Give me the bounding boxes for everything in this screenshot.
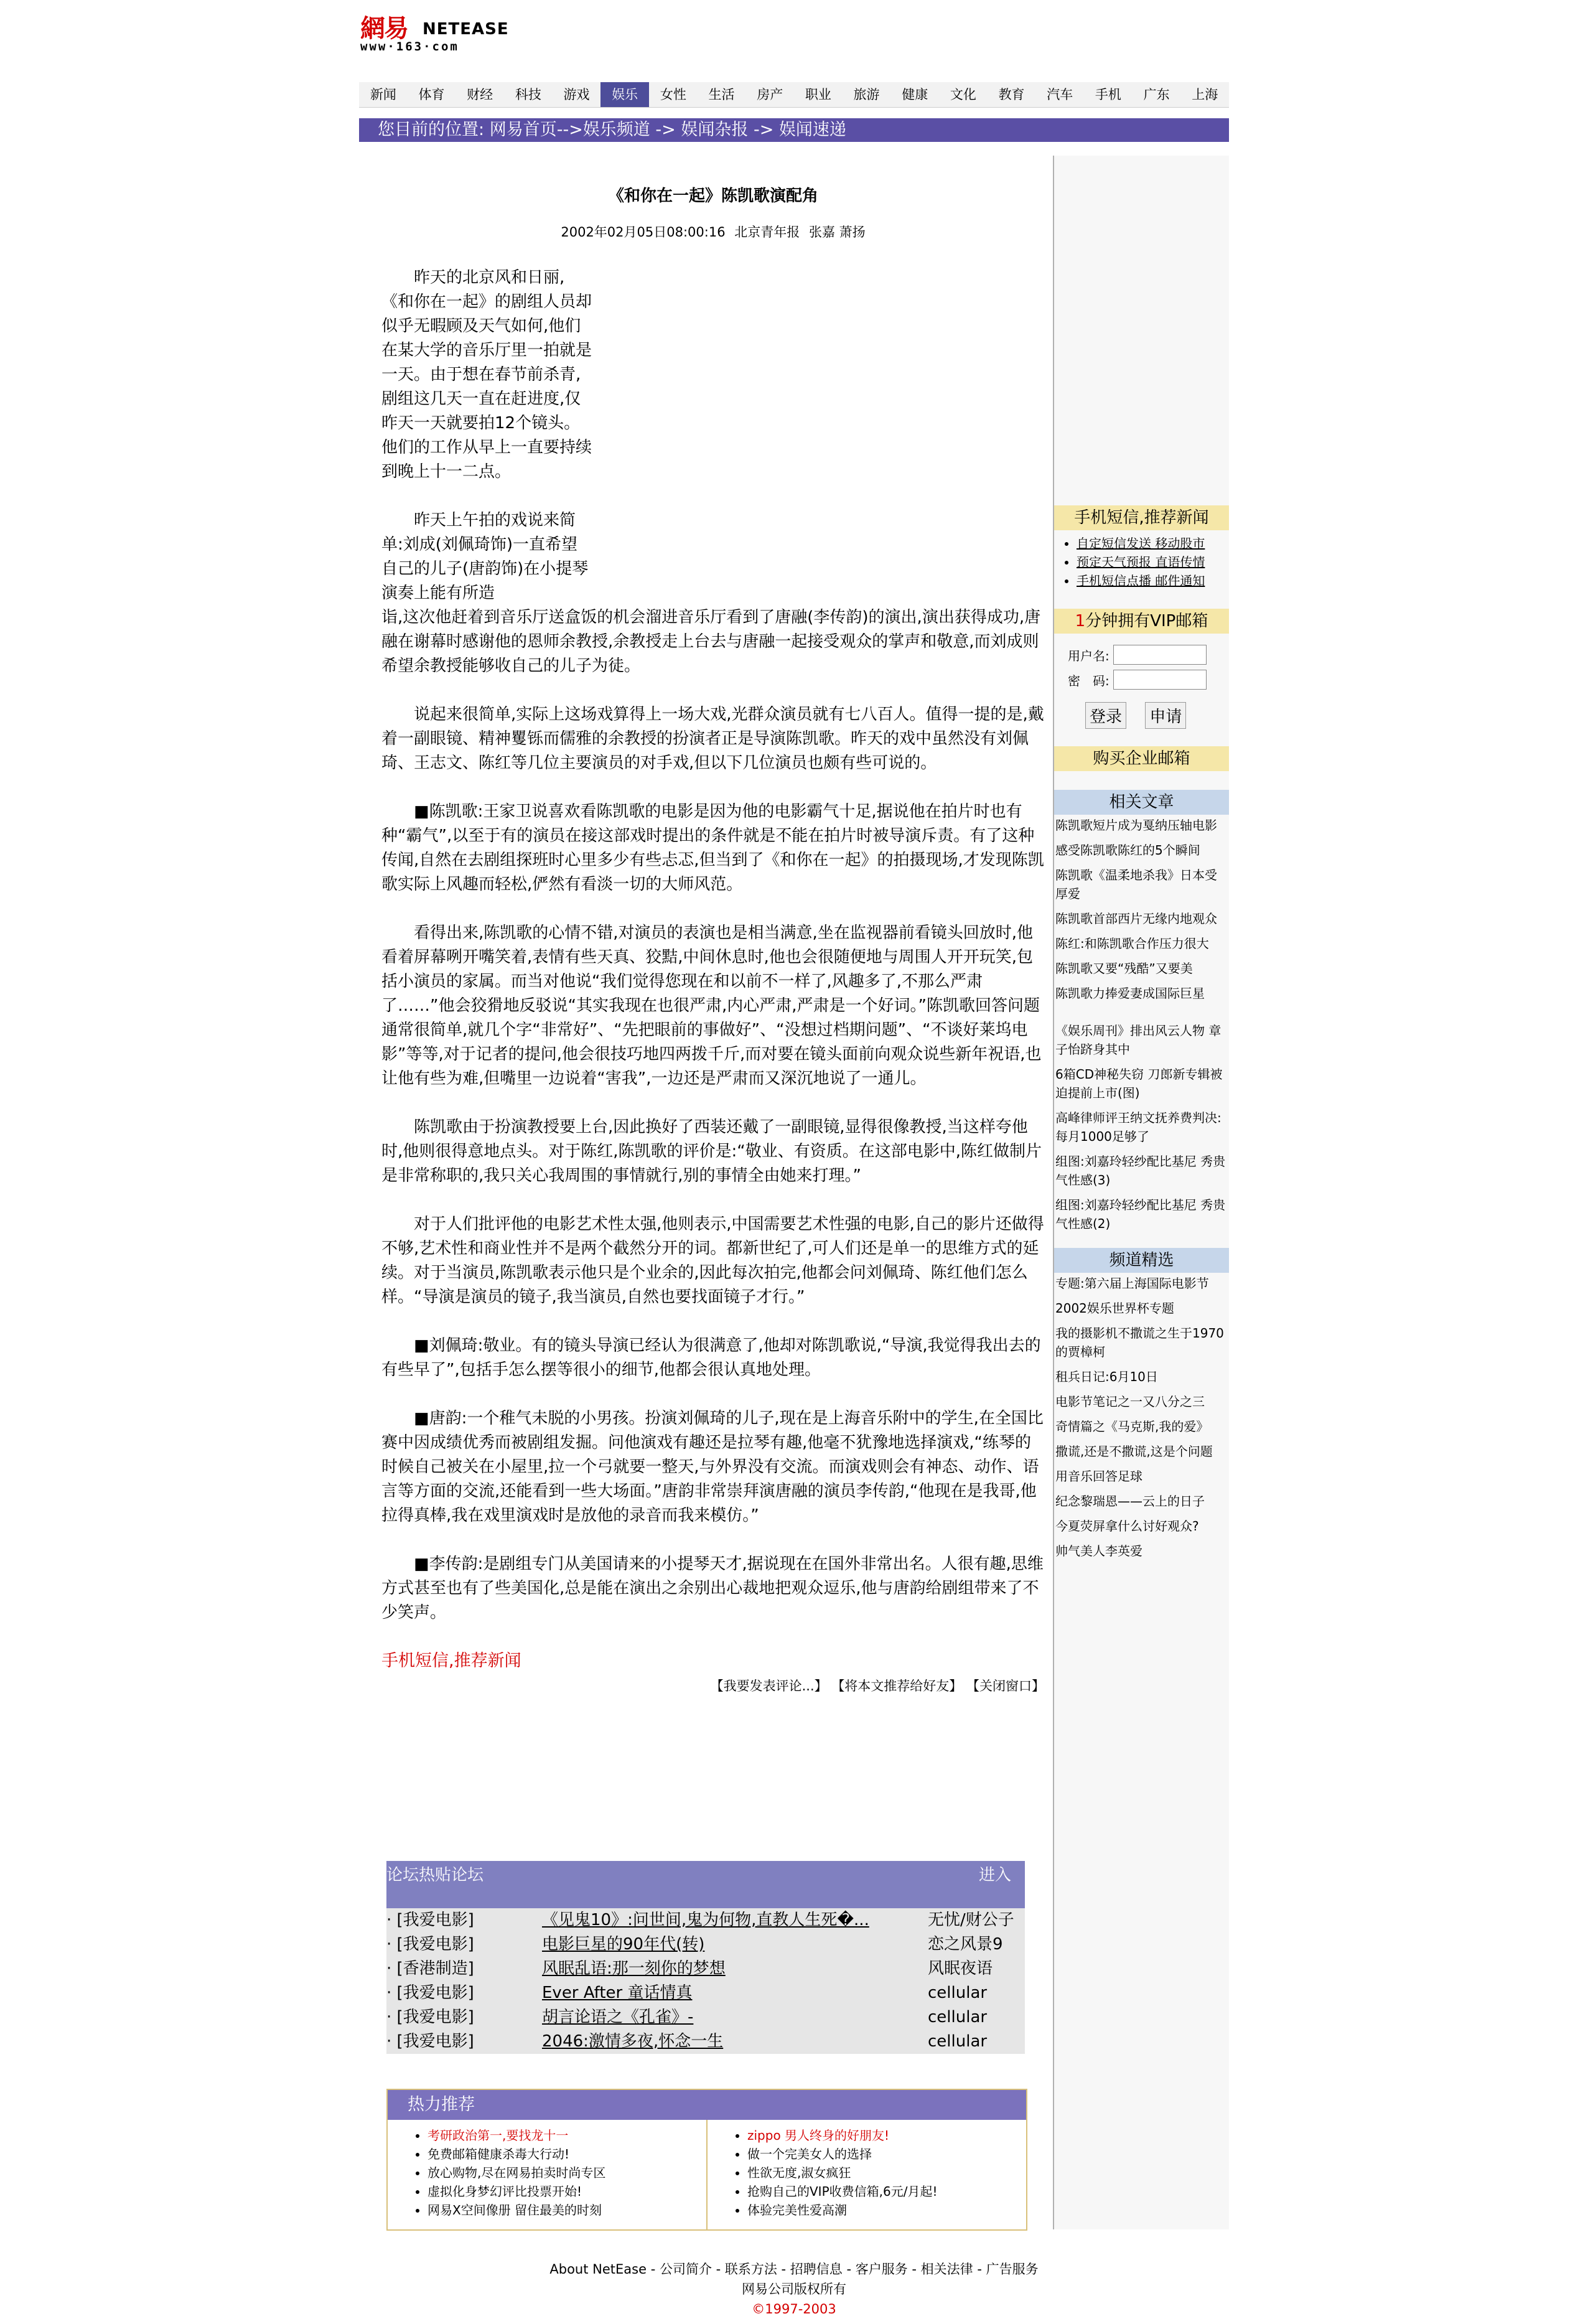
sms-list bbox=[1054, 534, 1229, 590]
sidebar-link-item bbox=[1055, 1392, 1229, 1411]
sidebar-link[interactable]: 6箱CD神秘失窃 刀郎新专辑被迫提前上市(图) bbox=[1055, 1067, 1223, 1100]
username-label: 用户名: bbox=[1068, 648, 1109, 663]
forum-row bbox=[386, 1933, 1025, 1957]
nav-item[interactable]: 新闻 bbox=[370, 87, 396, 102]
sidebar-link-item bbox=[1055, 1299, 1229, 1318]
article-date: 2002年02月05日08:00:16 bbox=[561, 225, 726, 240]
recommend-link[interactable]: 【将本文推荐给好友】 bbox=[831, 1679, 963, 1694]
paragraph: 说起来很简单,实际上这场戏算得上一场大戏,光群众演员就有七八百人。值得一提的是,戴着一副眼镜、精神矍铄而儒雅的余教授的扮演者正是导演陈凯歌。昨天的戏中虽然没有刘佩琦、王志文、陈红等几位主要演员的对手戏,但以下几位演员也颇有些可说的。 bbox=[381, 705, 1044, 772]
sidebar-link[interactable]: 租兵日记:6月10日 bbox=[1055, 1369, 1158, 1384]
article-title: 《和你在一起》陈凯歌演配角 bbox=[607, 187, 818, 205]
sidebar-link-item bbox=[1055, 1152, 1229, 1189]
nav-item[interactable]: 文化 bbox=[950, 87, 976, 102]
sidebar-link-item bbox=[1055, 1108, 1229, 1146]
breadcrumb bbox=[359, 118, 1229, 142]
hot-link[interactable]: 抢购自己的VIP收费信箱,6元/月起! bbox=[747, 2184, 938, 2199]
sidebar-link[interactable]: 帅气美人李英爱 bbox=[1055, 1544, 1142, 1558]
comment-link[interactable]: 【我要发表评论...】 bbox=[710, 1679, 828, 1694]
sidebar-link[interactable]: 陈凯歌短片成为戛纳压轴电影 bbox=[1055, 818, 1217, 833]
channel-title: 频道精选 bbox=[1054, 1248, 1229, 1273]
sidebar-link-item bbox=[1055, 1021, 1229, 1059]
hot-item bbox=[747, 2163, 1026, 2182]
sidebar-link-item bbox=[1055, 1274, 1229, 1293]
crumb-home[interactable]: 网易首页 bbox=[489, 120, 557, 139]
forum-row bbox=[386, 1957, 1025, 1981]
forum-author[interactable]: cellular bbox=[928, 2008, 988, 2026]
paragraph: 诣,这次他赶着到音乐厅送盒饭的机会溜进音乐厅看到了唐融(李传韵)的演出,演出获得成功,唐融在谢幕时感谢他的恩师余教授,余教授走上台去与唐融一起接受观众的掌声和敬意,而刘成则希望余教授能够收自己的儿子为徒。 bbox=[381, 608, 1041, 675]
nav-item[interactable]: 旅游 bbox=[853, 87, 880, 102]
buy-enterprise-mail[interactable]: 购买企业邮箱 bbox=[1054, 746, 1229, 771]
forum-topic-link[interactable]: 风眠乱语:那一刻你的梦想 bbox=[542, 1959, 726, 1978]
article-body bbox=[381, 266, 1045, 1625]
sidebar-link-item bbox=[1055, 984, 1229, 1003]
hot-link[interactable]: 性欲无度,淑女疯狂 bbox=[747, 2165, 851, 2180]
netease-logo[interactable] bbox=[359, 9, 509, 59]
footer-company: 网易公司版权所有 bbox=[742, 2282, 846, 2297]
sidebar-link[interactable]: 奇情篇之《马克斯,我的爱》 bbox=[1055, 1419, 1209, 1434]
sms-recommend-link[interactable]: 手机短信,推荐新闻 bbox=[381, 1651, 521, 1670]
sidebar-link-item bbox=[1055, 934, 1229, 953]
crumb-sep: --> bbox=[556, 120, 583, 139]
nav-item[interactable]: 汽车 bbox=[1047, 87, 1073, 102]
hot-item bbox=[427, 2201, 706, 2219]
article-actions bbox=[381, 1676, 1045, 1695]
forum-board-link[interactable]: · [我爱电影] bbox=[386, 1935, 474, 1954]
sidebar-link[interactable]: 陈红:和陈凯歌合作压力很大 bbox=[1055, 936, 1209, 951]
forum-rows bbox=[386, 1908, 1025, 2054]
sms-item[interactable]: • 预定天气预报 直语传情 bbox=[1077, 553, 1229, 571]
paragraph: 昨天上午拍的戏说来简单:刘成(刘佩琦饰)一直希望自己的儿子(唐韵饰)在小提琴演奏上能有所造 bbox=[381, 511, 589, 602]
hot-link[interactable]: 放心购物,尽在网易拍卖时尚专区 bbox=[427, 2165, 606, 2180]
forum-topic-link[interactable]: 《见鬼10》:问世间,鬼为何物,直教人生死�... bbox=[542, 1911, 869, 1929]
logo-url: www·163·com bbox=[360, 40, 459, 54]
paragraph: 看得出来,陈凯歌的心情不错,对演员的表演也是相当满意,坐在监视器前看镜头回放时,他看着屏幕咧开嘴笑着,表情有些天真、狡黠,中间休息时,他也会很随便地与周围人开开玩笑,包括小演员的家属。而当对他说“我们觉得您现在和以前不一样了,风趣多了,不那么严肃了……”他会狡猾地反驳说“其实我现在也很严肃,内心严肃,严肃是一个好词。”陈凯歌回答问题通常很简单,就几个字“非常好”、“先把眼前的事做好”、“没想过档期问题”、“不谈好莱坞电影”等等,对于记者的提问,他会很技巧地四两拨千斤,而对要在镜头面前向观众说些新年祝语,也让他有些为难,但嘴里一边说着“害我”,一边还是严肃而又深沉地说了一通儿。 bbox=[381, 924, 1042, 1088]
hot-item bbox=[747, 2201, 1026, 2219]
vip-mail-title bbox=[1054, 609, 1229, 634]
article-author: 张嘉 萧扬 bbox=[808, 225, 866, 240]
article-source[interactable]: 北京青年报 bbox=[734, 225, 800, 240]
forum-row bbox=[386, 1908, 1025, 1933]
login-button[interactable]: 登录 bbox=[1085, 702, 1126, 729]
logo-cn: 網易 bbox=[360, 14, 408, 43]
breadcrumb-label: 您目前的位置: bbox=[378, 120, 485, 139]
nav-item[interactable]: 财经 bbox=[467, 87, 493, 102]
nav-item[interactable]: 女性 bbox=[660, 87, 686, 102]
forum-title: 论坛热贴论坛 bbox=[386, 1866, 484, 1885]
paragraph: 对于人们批评他的电影艺术性太强,他则表示,中国需要艺术性强的电影,自己的影片还做得不够,艺术性和商业性并不是两个截然分开的词。都新世纪了,可人们还是单一的思维方式的延续。对于当演员,陈凯歌表示他只是个业余的,因此每次拍完,他都会问刘佩琦、陈红他们怎么样。“导演是演员的镜子,我当演员,自然也要找面镜子才行。” bbox=[381, 1215, 1044, 1306]
password-label: 密 码: bbox=[1068, 673, 1109, 688]
sidebar-link[interactable]: 组图:刘嘉玲轻纱配比基尼 秀贵气性感(3) bbox=[1055, 1154, 1226, 1188]
forum-board-link[interactable]: · [香港制造] bbox=[386, 1959, 474, 1978]
sidebar-link[interactable]: 高峰律师评王纳文抚养费判决:每月1000足够了 bbox=[1055, 1110, 1222, 1144]
sidebar-link[interactable]: 专题:第六届上海国际电影节 bbox=[1055, 1276, 1209, 1291]
related-list-2 bbox=[1054, 1021, 1229, 1233]
forum-author[interactable]: 风眠夜语 bbox=[928, 1959, 993, 1978]
nav-item[interactable]: 娱乐 bbox=[600, 82, 649, 107]
forum-header bbox=[386, 1861, 1025, 1908]
forum-author[interactable]: cellular bbox=[928, 2032, 988, 2051]
sidebar-link-item bbox=[1055, 866, 1229, 903]
sidebar-link[interactable]: 组图:刘嘉玲轻纱配比基尼 秀贵气性感(2) bbox=[1055, 1197, 1226, 1231]
sidebar-ad-space bbox=[1054, 156, 1229, 498]
nav-item[interactable]: 健康 bbox=[902, 87, 928, 102]
hot-link[interactable]: 网易X空间像册 留住最美的时刻 bbox=[427, 2203, 602, 2218]
forum-board-link[interactable]: · [我爱电影] bbox=[386, 2008, 474, 2026]
hot-link[interactable]: zippo 男人终身的好朋友! bbox=[747, 2128, 890, 2143]
hot-link[interactable]: 考研政治第一,要找龙十一 bbox=[427, 2128, 569, 2143]
vip-rest: 分钟拥有VIP邮箱 bbox=[1085, 612, 1208, 630]
footer-copyright: ©1997-2003 bbox=[752, 2302, 836, 2317]
footer-links[interactable]: About NetEase - 公司简介 - 联系方法 - 招聘信息 - 客户服务 - 相关法律 - 广告服务 bbox=[549, 2262, 1039, 2277]
forum-topic-link[interactable]: Ever After 童话情真 bbox=[542, 1984, 693, 2002]
vip-one: 1 bbox=[1075, 612, 1086, 630]
sidebar-link-item bbox=[1055, 1367, 1229, 1386]
hot-title: 热力推荐 bbox=[388, 2090, 1026, 2120]
forum-topic-link[interactable]: 电影巨星的90年代(转) bbox=[542, 1935, 705, 1954]
forum-author[interactable]: cellular bbox=[928, 1984, 988, 2002]
forum-author[interactable]: 恋之风景9 bbox=[928, 1935, 1003, 1954]
sidebar-link[interactable]: 今夏荧屏拿什么讨好观众? bbox=[1055, 1519, 1199, 1534]
hot-link[interactable]: 虚拟化身梦幻评比投票开始! bbox=[427, 2184, 582, 2199]
sidebar-link-item bbox=[1055, 1467, 1229, 1486]
crumb-ent[interactable]: 娱乐频道 bbox=[582, 120, 650, 139]
nav-item[interactable]: 生活 bbox=[708, 87, 735, 102]
paragraph: ■陈凯歌:王家卫说喜欢看陈凯歌的电影是因为他的电影霸气十足,据说他在拍片时也有种“霸气”,以至于有的演员在接这部戏时提出的条件就是不能在拍片时被导演斥责。有了这种传闻,自然在去剧组探班时心里多少有些忐忑,但当到了《和你在一起》的拍摄现场,才发现陈凯歌实际上风趣而轻松,俨然有看淡一切的大师风范。 bbox=[381, 802, 1044, 894]
paragraph: ■李传韵:是剧组专门从美国请来的小提琴天才,据说现在在国外非常出名。人很有趣,思维方式甚至也有了些美国化,总是能在演出之余别出心裁地把观众逗乐,他与唐韵给剧组带来了不少笑声。 bbox=[381, 1555, 1044, 1622]
nav-item[interactable]: 科技 bbox=[515, 87, 541, 102]
sidebar-link[interactable]: 电影节笔记之一又八分之三 bbox=[1055, 1394, 1205, 1409]
sidebar-link[interactable]: 陈凯歌《温柔地杀我》日本受厚爱 bbox=[1055, 868, 1217, 901]
sms-title[interactable]: 手机短信,推荐新闻 bbox=[1054, 505, 1229, 530]
paragraph: ■唐韵:一个稚气未脱的小男孩。扮演刘佩琦的儿子,现在是上海音乐附中的学生,在全国比赛中因成绩优秀而被剧组发掘。问他演戏有趣还是拉琴有趣,他毫不犹豫地选择演戏,“练琴的时候自己被关在小屋里,拉一个弓就要一整天,与外界没有交流。而演戏则会有神态、动作、语言等方面的交流,还能看到一些大场面。”唐韵非常崇拜演唐融的演员李传韵,“他现在是我哥,他拉得真棒,我在戏里演戏时是放他的录音而我来模仿。” bbox=[381, 1409, 1044, 1525]
related-title: 相关文章 bbox=[1054, 790, 1229, 815]
nav-item[interactable]: 上海 bbox=[1192, 87, 1218, 102]
channel-nav bbox=[359, 82, 1229, 108]
forum-hot-box bbox=[386, 1861, 1025, 2054]
nav-item[interactable]: 手机 bbox=[1095, 87, 1121, 102]
forum-board-link[interactable]: · [我爱电影] bbox=[386, 1984, 474, 2002]
nav-item[interactable]: 广东 bbox=[1143, 87, 1170, 102]
paragraph: 陈凯歌由于扮演教授要上台,因此换好了西装还戴了一副眼镜,显得很像教授,当这样夸他时,他则很得意地点头。对于陈红,陈凯歌的评价是:“敬业、有资质。在这部电影中,陈红做制片是非常称职的,我只关心我周围的事情就行,别的事情全由她来打理。” bbox=[381, 1118, 1042, 1185]
sidebar-link-item bbox=[1055, 1324, 1229, 1361]
article-meta bbox=[381, 222, 1045, 241]
hot-item bbox=[427, 2145, 706, 2163]
sidebar-link[interactable]: 陈凯歌力捧爱妻成国际巨星 bbox=[1055, 986, 1205, 1001]
paragraph: ■刘佩琦:敬业。有的镜头导演已经认为很满意了,他却对陈凯歌说,“导演,我觉得我出去的有些早了”,包括手怎么摆等很小的细节,他都会很认真地处理。 bbox=[381, 1336, 1041, 1379]
sidebar-link[interactable]: 2002娱乐世界杯专题 bbox=[1055, 1301, 1174, 1316]
hot-link[interactable]: 免费邮箱健康杀毒大行动! bbox=[427, 2147, 570, 2162]
sidebar-link[interactable]: 纪念黎瑞恩——云上的日子 bbox=[1055, 1494, 1205, 1509]
forum-author[interactable]: 无忧/财公子 bbox=[928, 1911, 1014, 1929]
nav-item[interactable]: 职业 bbox=[805, 87, 831, 102]
username-input[interactable] bbox=[1113, 645, 1207, 665]
sidebar-link[interactable]: 陈凯歌首部西片无缘内地观众 bbox=[1055, 911, 1217, 926]
sidebar-link-item bbox=[1055, 1196, 1229, 1233]
forum-row bbox=[386, 1981, 1025, 2005]
apply-button[interactable]: 申请 bbox=[1145, 702, 1186, 729]
footer bbox=[359, 2259, 1229, 2319]
sidebar-link-item bbox=[1055, 909, 1229, 928]
hot-link[interactable]: 做一个完美女人的选择 bbox=[747, 2147, 872, 2162]
channel-list bbox=[1054, 1274, 1229, 1560]
sidebar-link-item bbox=[1055, 1065, 1229, 1102]
sidebar-link-item bbox=[1055, 1542, 1229, 1560]
sidebar-link[interactable]: 我的摄影机不撒谎之生于1970的贾樟柯 bbox=[1055, 1326, 1224, 1359]
nav-item[interactable]: 体育 bbox=[418, 87, 445, 102]
close-window-link[interactable]: 【关闭窗口】 bbox=[966, 1679, 1045, 1694]
sms-item[interactable]: • 自定短信发送 移动股市 bbox=[1077, 534, 1229, 553]
forum-row bbox=[386, 2030, 1025, 2054]
sidebar-link-item bbox=[1055, 1417, 1229, 1436]
sidebar-link[interactable]: 用音乐回答足球 bbox=[1055, 1469, 1142, 1484]
logo-en: NETEASE bbox=[423, 20, 509, 39]
crumb-sep: -> bbox=[655, 120, 676, 139]
forum-row bbox=[386, 2005, 1025, 2030]
hot-right-list bbox=[732, 2126, 1026, 2219]
hot-recommend-box bbox=[386, 2089, 1027, 2231]
nav-item[interactable]: 教育 bbox=[998, 87, 1025, 102]
hot-item bbox=[747, 2182, 1026, 2201]
related-list bbox=[1054, 816, 1229, 1003]
hot-item bbox=[747, 2145, 1026, 2163]
crumb-fast[interactable]: 娱闻速递 bbox=[778, 120, 846, 139]
hot-item bbox=[427, 2182, 706, 2201]
sidebar-link-item bbox=[1055, 959, 1229, 978]
sidebar-link[interactable]: 陈凯歌又要“残酷”又要美 bbox=[1055, 961, 1193, 976]
sidebar-link[interactable]: 《娱乐周刊》排出风云人物 章子怡跻身其中 bbox=[1055, 1023, 1222, 1057]
hot-item bbox=[747, 2126, 1026, 2145]
login-form bbox=[1054, 634, 1229, 729]
paragraph: 昨天的北京风和日丽,《和你在一起》的剧组人员却似乎无暇顾及天气如何,他们在某大学的音乐厅里一拍就是一天。由于想在春节前杀青,剧组这几天一直在赶进度,仅昨天一天就要拍12个镜头。他们的工作从早上一直要持续到晚上十一二点。 bbox=[381, 268, 592, 481]
forum-board-link[interactable]: · [我爱电影] bbox=[386, 2032, 474, 2051]
forum-enter-link[interactable]: 进入 bbox=[978, 1866, 1011, 1885]
hot-link[interactable]: 体验完美性爱高潮 bbox=[747, 2203, 847, 2218]
hot-item bbox=[427, 2163, 706, 2182]
article bbox=[381, 156, 1045, 1695]
sms-item[interactable]: • 手机短信点播 邮件通知 bbox=[1077, 571, 1229, 590]
sidebar-link-item bbox=[1055, 1492, 1229, 1511]
nav-item[interactable]: 游戏 bbox=[563, 87, 590, 102]
hot-left-list bbox=[413, 2126, 706, 2219]
forum-topic-link[interactable]: 胡言论语之《孔雀》- bbox=[542, 2008, 694, 2026]
sidebar-link-item bbox=[1055, 1517, 1229, 1535]
sidebar bbox=[1054, 156, 1229, 2229]
forum-topic-link[interactable]: 2046:激情多夜,怀念一生 bbox=[542, 2032, 724, 2051]
password-input[interactable] bbox=[1113, 670, 1207, 690]
sidebar-link-item bbox=[1055, 816, 1229, 835]
forum-board-link[interactable]: · [我爱电影] bbox=[386, 1911, 474, 1929]
crumb-news[interactable]: 娱闻杂报 bbox=[681, 120, 749, 139]
sidebar-link-item bbox=[1055, 841, 1229, 860]
sidebar-link-item bbox=[1055, 1442, 1229, 1461]
crumb-sep: -> bbox=[753, 120, 774, 139]
nav-item[interactable]: 房产 bbox=[757, 87, 783, 102]
sidebar-link[interactable]: 感受陈凯歌陈红的5个瞬间 bbox=[1055, 843, 1200, 858]
hot-item bbox=[427, 2126, 706, 2145]
sidebar-link[interactable]: 撒谎,还是不撒谎,这是个问题 bbox=[1055, 1444, 1213, 1459]
